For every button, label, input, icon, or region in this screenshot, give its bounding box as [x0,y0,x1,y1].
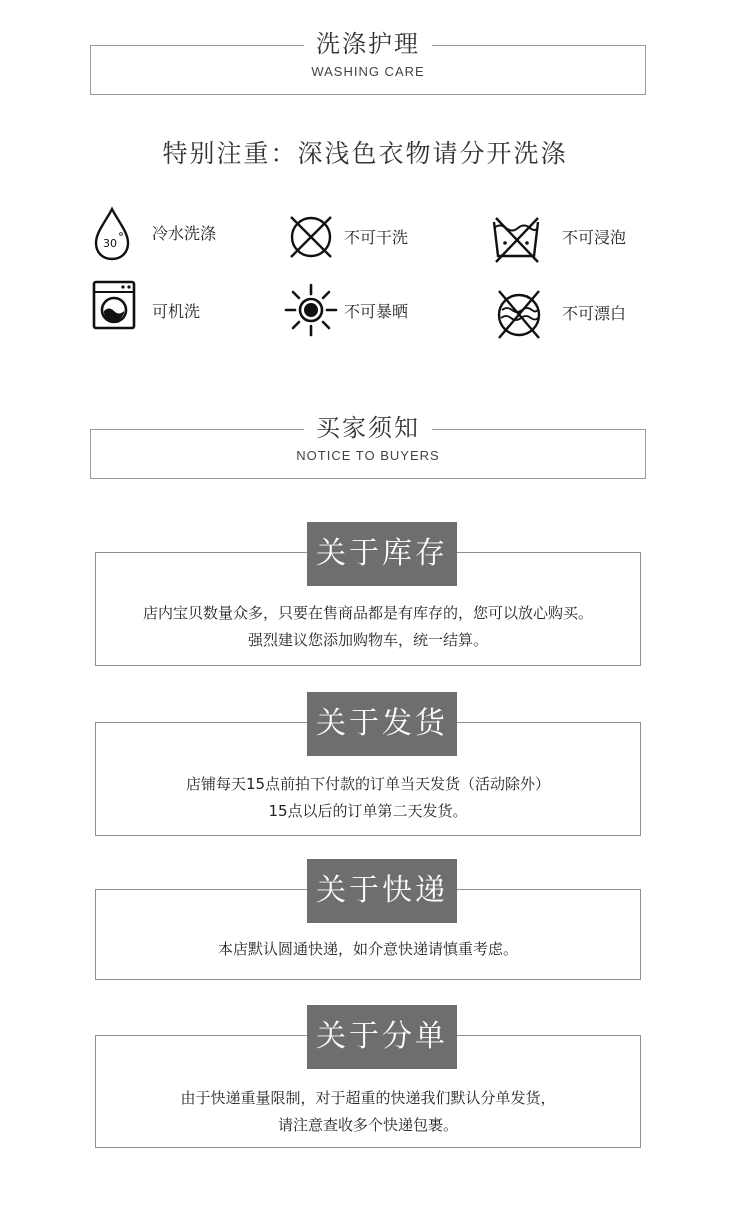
notice-split-text [96,1085,640,1139]
care-label-no-soak: 不可浸泡 [562,228,627,247]
no-dry-clean-icon [286,210,336,266]
no-sun-dry-icon [282,282,340,338]
care-label-no-sun-dry: 不可暴晒 [344,302,409,321]
care-label-machine-wash: 可机洗 [152,302,201,321]
care-item-no-dry-clean [286,210,436,270]
notice-inventory-title: 关于库存 [307,522,457,586]
cold-wash-30-icon [90,206,140,262]
care-item-no-sun-dry [282,282,442,342]
notice-courier-title: 关于快递 [307,859,457,923]
washing-care-header [90,30,646,95]
notice-split-line-1: 由于快递重量限制，对于超重的快递我们默认分单发货， [180,1089,556,1107]
notice-header-title: 买家须知 [304,413,432,443]
washing-care-subtitle: WASHING CARE [311,64,425,79]
notice-header-subtitle: NOTICE TO BUYERS [296,448,440,463]
notice-shipping-line-2: 15点以后的订单第二天发货。 [268,802,468,820]
notice-inventory-text [96,600,640,654]
care-label-no-dry-clean: 不可干洗 [344,228,409,247]
care-label-no-bleach: 不可漂白 [562,304,627,323]
no-bleach-icon [494,288,544,344]
care-item-cold-wash [90,206,250,266]
notice-header [90,414,646,479]
svg-text:30: 30 [103,237,117,250]
care-item-no-soak [490,210,650,270]
no-soak-icon [490,210,540,266]
care-label-cold-wash: 冷水洗涤 [152,224,217,243]
notice-courier-line-1: 本店默认圆通快递，如介意快递请慎重考虑。 [217,940,518,958]
notice-shipping-title: 关于发货 [307,692,457,756]
notice-split-title: 关于分单 [307,1005,457,1069]
care-item-machine-wash [90,280,250,340]
notice-split-line-2: 请注意查收多个快递包裹。 [277,1116,458,1134]
notice-inventory-line-2: 强烈建议您添加购物车，统一结算。 [247,631,488,649]
washing-machine-icon [90,280,140,336]
notice-shipping-line-1: 店铺每天15点前拍下付款的订单当天发货（活动除外） [185,775,551,793]
washing-care-title: 洗涤护理 [304,29,432,59]
notice-courier-text [96,936,640,963]
care-item-no-bleach [494,288,654,348]
special-note: 特别注重：深浅色衣物请分开洗涤 [162,139,568,168]
notice-shipping-text [96,771,640,825]
notice-inventory-line-1: 店内宝贝数量众多，只要在售商品都是有库存的，您可以放心购买。 [142,604,593,622]
